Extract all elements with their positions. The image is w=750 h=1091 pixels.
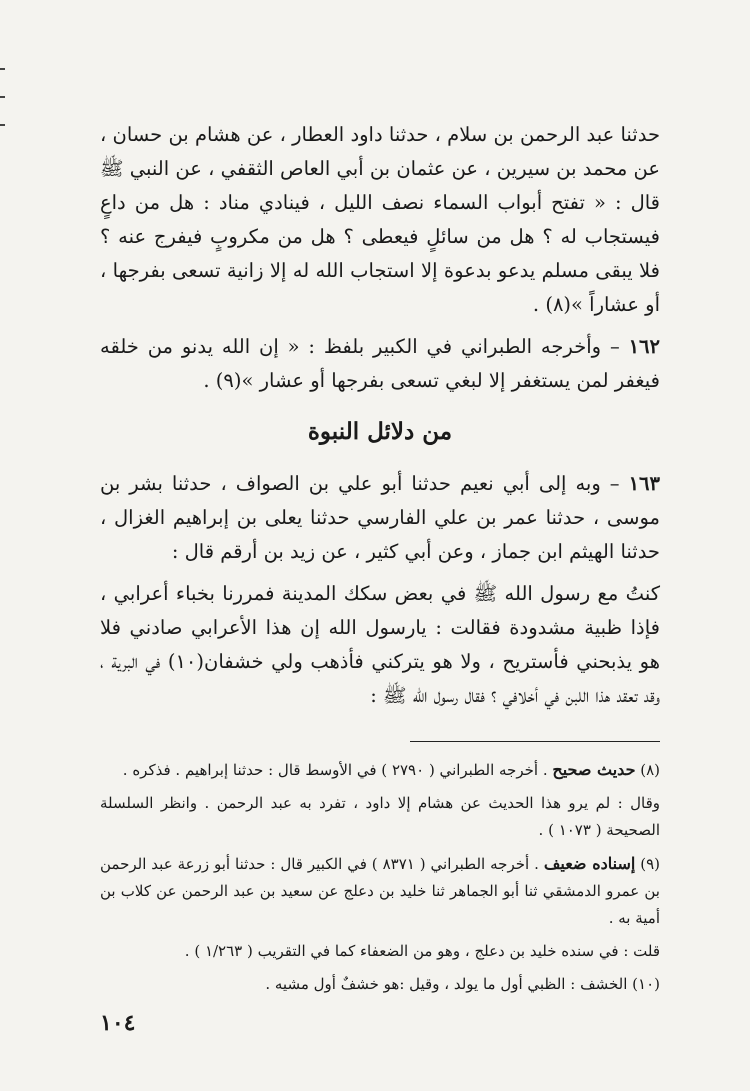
footnote-9 bbox=[100, 850, 660, 932]
footnote-9-note: قلت : في سنده خليد بن دعلج ، وهو من الضعفاء كما في التقريب ( ١/٢٦٣ ) . bbox=[184, 942, 660, 960]
hadith-text: – وأخرجه الطبراني في الكبير بلفظ : « إن الله يدنو من خلقه فيغفر لمن يستغفر إلا لبغي تسعى بفرجها أو عشار »(٩) . bbox=[100, 335, 660, 392]
paragraph-hadith-163 bbox=[100, 467, 660, 569]
hadith-number: ١٦٣ bbox=[628, 472, 660, 495]
footnote-10: (١٠) الخشف : الظبي أول ما يولد ، وقيل :هو خشفٌ أول مشيه . bbox=[265, 975, 660, 993]
footnote-8 bbox=[100, 756, 660, 784]
paragraph-hadith-161: حدثنا عبد الرحمن بن سلام ، حدثنا داود العطار ، عن هشام بن حسان ، عن محمد بن سيرين ، عن عثمان بن أبي العاص الثقفي ، عن النبي ﷺ قال : « تفتح أبواب السماء نصف الليل ، فينادي مناد : هل من داعٍ فيستجاب له ؟ هل من سائلٍ فيعطى ؟ هل من مكروبٍ فيفرج عنه ؟ فلا يبقى مسلم يدعو بدعوة إلا استجاب الله له إلا زانية تسعى بفرجها ، أو عشاراً »(٨) . bbox=[100, 123, 660, 316]
section-heading: من دلائل النبوة bbox=[307, 418, 453, 445]
hadith-number: ١٦٢ bbox=[628, 335, 660, 358]
margin-mark bbox=[0, 96, 5, 98]
page-number: ١٠٤ bbox=[100, 1010, 136, 1036]
footnote-8-note: وقال : لم يرو هذا الحديث عن هشام إلا داود ، تفرد به عبد الرحمن . وانظر السلسلة الصحيحة ( ١٠٧٣ ) . bbox=[100, 794, 660, 839]
paragraph-quote: كنتُ مع رسول الله ﷺ في بعض سكك المدينة فمررنا بخباء أعرابي ، فإذا ظبية مشدودة فقالت : يارسول الله إن هذا الأعرابي صادني فلا هو يذبحني فأستريح ، ولا هو يتركني فأذهب ولي خشفان(١٠) في البرية ، وقد تعقد هذا اللبن في أخلافي ؟ فقال رسول الله ﷺ : bbox=[100, 582, 660, 707]
footnote-text: . أخرجه الطبراني ( ٨٣٧١ ) في الكبير قال : حدثنا أبو زرعة عبد الرحمن بن عمرو الدمشقي ثنا أبو الجماهر ثنا خليد بن دعلج عن سعيد بن عبد الرحمن عن كلاب بن أمية به . bbox=[100, 855, 660, 927]
footnote-grade: إسناده ضعيف bbox=[543, 854, 636, 873]
footnote-marker: (٨) bbox=[635, 761, 660, 779]
page-body bbox=[100, 118, 660, 1004]
margin-mark bbox=[0, 68, 5, 70]
footnote-marker: (٩) bbox=[635, 855, 661, 873]
margin-mark bbox=[0, 124, 5, 126]
footnote-grade: حديث صحيح bbox=[552, 760, 636, 779]
footnote-divider bbox=[410, 741, 660, 742]
footnote-text: . أخرجه الطبراني ( ٢٧٩٠ ) في الأوسط قال : حدثنا إبراهيم . فذكره . bbox=[122, 761, 553, 779]
hadith-text: – وبه إلى أبي نعيم حدثنا أبو علي بن الصواف ، حدثنا بشر بن موسى ، حدثنا عمر بن علي الفارسي حدثنا يعلى بن إبراهيم الغزال ، حدثنا الهيثم ابن جماز ، وعن أبي كثير ، عن زيد بن أرقم قال : bbox=[100, 472, 660, 563]
paragraph-hadith-162 bbox=[100, 330, 660, 398]
